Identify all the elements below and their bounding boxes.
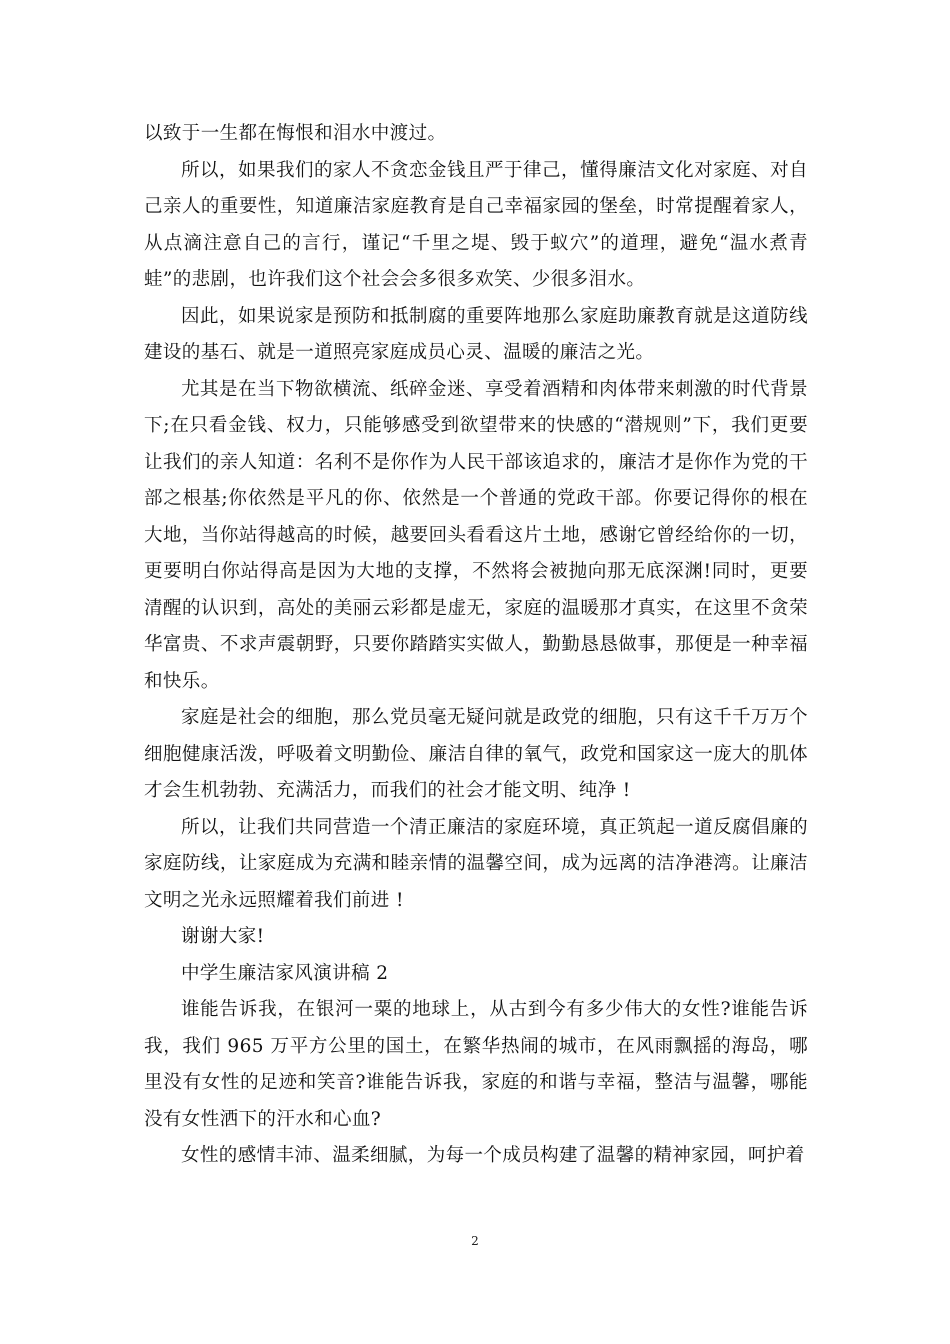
- paragraph: 女性的感情丰沛、温柔细腻，为每一个成员构建了温馨的精神家园，呵护着: [181, 1145, 805, 1166]
- section-title: 中学生廉洁家风演讲稿 2: [181, 962, 389, 984]
- closing-thanks: 谢谢大家!: [181, 926, 265, 947]
- paragraph: 家庭是社会的细胞，那么党员毫无疑问就是政党的细胞，只有这千千万万个细胞健康活泼，呼吸着文明勤俭、廉洁自律的氧气，政党和国家这一庞大的肌体才会生机勃勃、充满活力，而我们的社会才能文明、纯净 !: [144, 707, 808, 801]
- paragraph: 谁能告诉我，在银河一粟的地球上，从古到今有多少伟大的女性?谁能告诉我，我们 965 万平方公里的国土，在繁华热闹的城市，在风雨飘摇的海岛，哪里没有女性的足迹和笑音?谁能告诉我，家庭的和谐与幸福，整洁与温馨，哪能没有女性洒下的汗水和心血?: [144, 999, 808, 1130]
- paragraph: 所以，让我们共同营造一个清正廉洁的家庭环境，真正筑起一道反腐倡廉的家庭防线，让家庭成为充满和睦亲情的温馨空间，成为远离的洁净港湾。让廉洁文明之光永远照耀着我们前进 !: [144, 816, 808, 911]
- paragraph: 因此，如果说家是预防和抵制腐的重要阵地那么家庭助廉教育就是这道防线建设的基石、就是一道照亮家庭成员心灵、温暖的廉洁之光。: [144, 305, 808, 363]
- paragraph: 尤其是在当下物欲横流、纸碎金迷、享受着酒精和肉体带来刺激的时代背景下;在只看金钱、权力，只能够感受到欲望带来的快感的“潜规则”下，我们更要让我们的亲人知道：名利不是你作为人民干部该追求的，廉洁才是你作为党的干部之根基;你依然是平凡的你、依然是一个普通的党政干部。你要记得你的根在大地，当你站得越高的时候，越要回头看看这片土地，感谢它曾经给你的一切，更要明白你站得高是因为大地的支撑，不然将会被抛向那无底深渊!同时，更要清醒的认识到，高处的美丽云彩都是虚无，家庭的温暖那才真实，在这里不贪荣华富贵、不求声震朝野，只要你踏踏实实做人，勤勤恳恳做事，那便是一种幸福和快乐。: [144, 378, 808, 692]
- paragraph: 以致于一生都在悔恨和泪水中渡过。: [144, 123, 447, 144]
- page-number: 2: [471, 1234, 479, 1248]
- document-body: [144, 116, 808, 1175]
- paragraph: 所以，如果我们的家人不贪恋金钱且严于律己，懂得廉洁文化对家庭、对自己亲人的重要性，知道廉洁家庭教育是自己幸福家园的堡垒，时常提醒着家人，从点滴注意自己的言行，谨记“千里之堤、毁于蚁穴”的道理，避免“温水煮青蛙”的悲剧，也许我们这个社会会多很多欢笑、少很多泪水。: [144, 159, 808, 290]
